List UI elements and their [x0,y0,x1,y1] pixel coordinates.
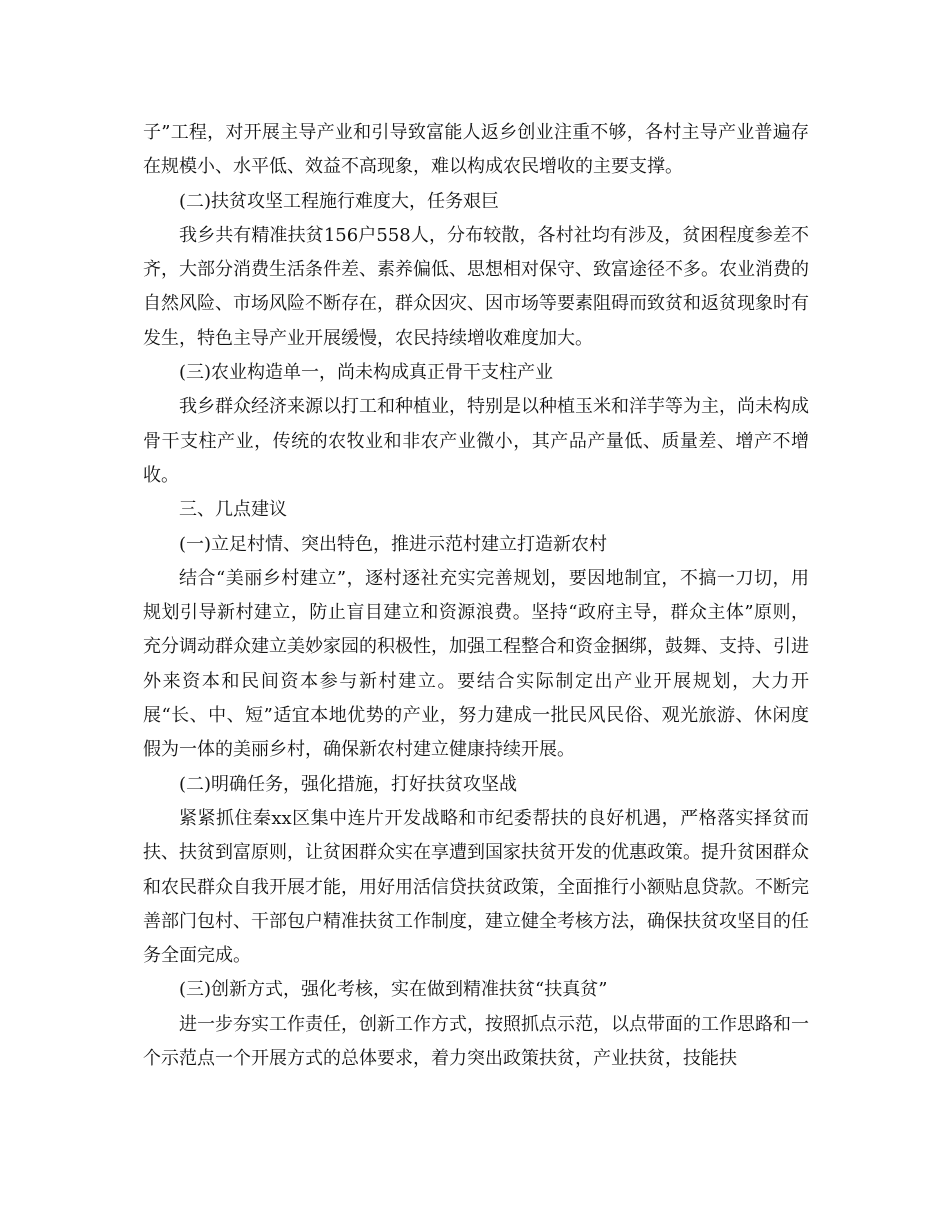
paragraph: 紧紧抓住秦xx区集中连片开发战略和市纪委帮扶的良好机遇，严格落实择贫而扶、扶贫到富原则，让贫困群众实在享遭到国家扶贫开发的优惠政策。提升贫困群众和农民群众自我开展才能，用好用活信贷扶贫政策，全面推行小额贴息贷款。不断完善部门包村、干部包户精准扶贫工作制度，建立健全考核方法，确保扶贫攻坚目的任务全面完成。 [143,807,809,967]
paragraph: 我乡共有精准扶贫156户558人，分布较散，各村社均有涉及，贫困程度参差不齐，大部分消费生活条件差、素养偏低、思想相对保守、致富途径不多。农业消费的自然风险、市场风险不断存在，群众因灾、因市场等要素阻碍而致贫和返贫现象时有发生，特色主导产业开展缓慢，农民持续增收难度加大。 [143,224,809,349]
paragraph: 我乡群众经济来源以打工和种植业，特别是以种植玉米和洋芋等为主，尚未构成骨干支柱产业，传统的农牧业和非农产业微小，其产品产量低、质量差、增产不增收。 [143,396,809,486]
subheading-2: (二)扶贫攻坚工程施行难度大，任务艰巨 [179,190,500,212]
paragraph: 结合“美丽乡村建立”，逐村逐社充实完善规划，要因地制宜，不搞一刀切，用规划引导新村建立，防止盲目建立和资源浪费。坚持“政府主导，群众主体”原则，充分调动群众建立美妙家园的积极性，加强工程整合和资金捆绑，鼓舞、支持、引进外来资本和民间资本参与新村建立。要结合实际制定出产业开展规划，大力开展“长、中、短”适宜本地优势的产业，努力建成一批民风民俗、观光旅游、休闲度假为一体的美丽乡村，确保新农村建立健康持续开展。 [143,567,809,761]
subheading-2: (二)明确任务，强化措施，打好扶贫攻坚战 [179,773,518,795]
subheading-3: (三)农业构造单一，尚未构成真正骨干支柱产业 [179,362,554,384]
subheading-1: (一)立足村情、突出特色，推进示范村建立打造新农村 [179,533,608,555]
paragraph-continuation: 子”工程，对开展主导产业和引导致富能人返乡创业注重不够，各村主导产业普遍存在规模小、水平低、效益不高现象，难以构成农民增收的主要支撑。 [143,122,809,178]
section-heading: 三、几点建议 [179,499,287,521]
subheading-3: (三)创新方式，强化考核，实在做到精准扶贫“扶真贫” [179,979,608,1001]
paragraph: 进一步夯实工作责任，创新工作方式，按照抓点示范，以点带面的工作思路和一个示范点一个开展方式的总体要求，着力突出政策扶贫，产业扶贫，技能扶 [143,1013,809,1070]
document-body [143,116,809,1076]
